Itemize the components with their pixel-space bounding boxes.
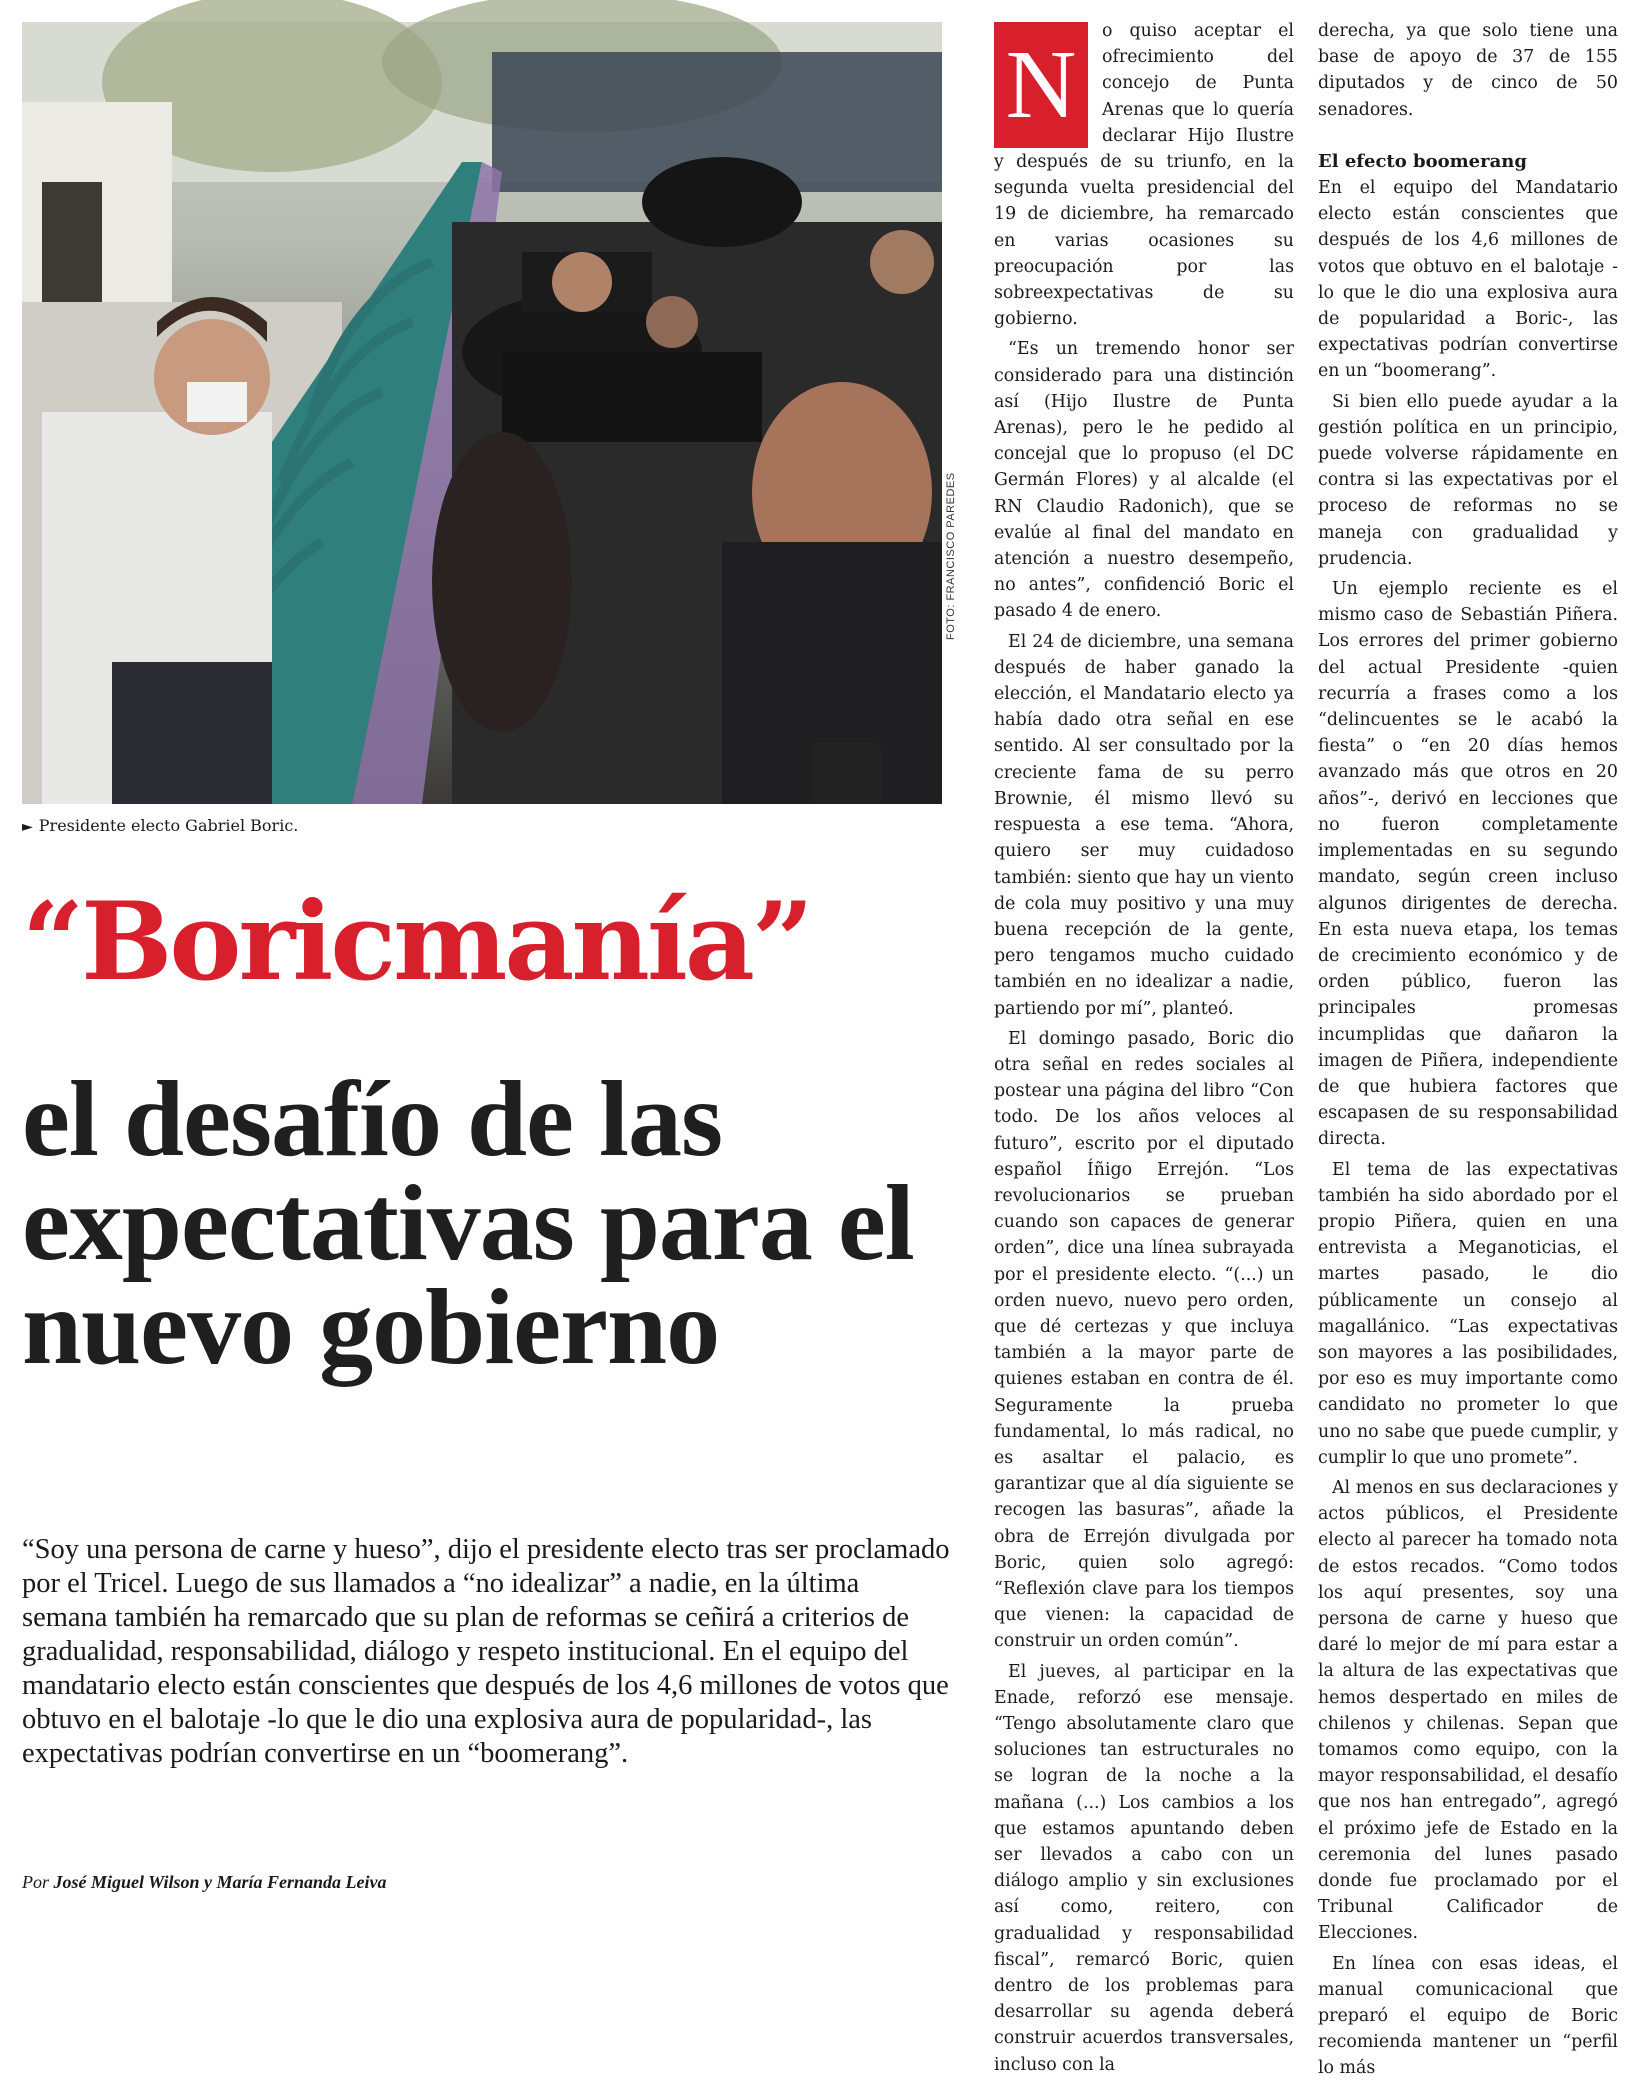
lead-paragraph: “Soy una persona de carne y hueso”, dijo el presidente electo tras ser proclamado por el Tricel. Luego de sus llamados a “no idealizar” a nadie, en la última semana también ha remarcado que su plan de reformas se ceñirá a criterios de gradualidad, responsabilidad, diálogo y respeto institucional. En el equipo del mandatario electo están conscientes que después de los 4,6 millones de votos que obtuvo en el balotaje -lo que le dio una explosiva aura de popularidad-, las expectativas podrían convertirse en un “boomerang”. — [22, 1534, 950, 1769]
body-paragraph: o quiso aceptar el ofrecimiento del concejo de Punta Arenas que lo quería declarar Hijo Ilustre y después de su triunfo, en la segunda vuelta presidencial del 19 de diciembre, ha remarcado en varias ocasiones su preocupación por las sobreexpectativas de su gobierno. — [994, 21, 1294, 330]
body-paragraph: Un ejemplo reciente es el mismo caso de Sebastián Piñera. Los errores del primer gobierno del actual Presidente -quien recurría a frases como a los “delincuentes se le acabó la fiesta” o “en 20 días hemos avanzado más que otros en 20 años”-, derivó en lecciones que no fueron completamente implementadas en su segundo mandato, según creen incluso algunos dirigentes de derecha. En esta nueva etapa, los temas de crecimiento económico y de orden público, fueron las principales promesas incumplidas que dañaron la imagen de Piñera, independiente de que hubiera factores que escapasen de su responsabilidad directa. — [1318, 579, 1618, 1150]
photo-credit: FOTO: FRANCISCO PAREDES — [945, 472, 957, 640]
dropcap: N — [994, 22, 1088, 148]
article-column-1 — [994, 18, 1294, 2075]
photo-illustration — [22, 22, 942, 804]
byline-authors: José Miguel Wilson y María Fernanda Leiva — [53, 1872, 387, 1892]
byline — [22, 1872, 387, 1893]
news-photo — [22, 22, 942, 804]
body-paragraph: Si bien ello puede ayudar a la gestión política en un principio, puede volverse rápidamente en contra si las expectativas por el proceso de reformas no se maneja con gradualidad y prudencia. — [1318, 391, 1618, 569]
headline-title: “Boricmanía” — [22, 879, 812, 1005]
headline-subtitle: el desafío de las expectativas para el nuevo gobierno — [22, 1060, 914, 1387]
body-paragraph: El domingo pasado, Boric dio otra señal en redes sociales al postear una página del libro “Con todo. De los años veloces al futuro”, escrito por el diputado español Íñigo Errejón. “Los revolucionarios se prueban cuando son capaces de generar orden”, dice una línea subrayada por el presidente electo. “(...) un orden nuevo, nuevo pero orden, que dé certezas y que incluya también a la mayor parte de quienes estaban en contra de él. Seguramente la prueba fundamental, lo más radical, no es asaltar el palacio, es garantizar que al día siguiente se recogen las basuras”, añade la obra de Errejón divulgada por Boric, quien solo agregó: “Reflexión clave para los tiempos que vienen: la capacidad de construir un orden común”. — [994, 1028, 1294, 1652]
body-paragraph: “Es un tremendo honor ser considerado para una distinción así (Hijo Ilustre de Punta Arenas), pero le he pedido al concejal que lo propuso (el DC Germán Flores) y al alcalde (el RN Claudio Radonich), que se evalúe al final del mandato en atención a nuestro desempeño, no antes”, confidenció Boric el pasado 4 de enero. — [994, 339, 1294, 622]
byline-prefix: Por — [22, 1872, 49, 1892]
body-paragraph: derecha, ya que solo tiene una base de apoyo de 37 de 155 diputados y de cinco de 50 senadores. — [1318, 21, 1618, 120]
body-paragraph: El jueves, al participar en la Enade, reforzó ese mensaje. “Tengo absolutamente claro que soluciones tan estructurales no se logran de la noche a la mañana (...) Los cambios a los que estamos apuntando deben ser llevados a cabo con un diálogo amplio y sin exclusiones así como, reitero, con gradualidad y responsabilidad fiscal”, remarcó Boric, quien dentro de los problemas para desarrollar su agenda deberá construir acuerdos transversales, incluso con la — [994, 1661, 1294, 2075]
article-column-2 — [1318, 18, 1618, 2079]
caption-text: Presidente electo Gabriel Boric. — [38, 816, 299, 835]
body-paragraph: Al menos en sus declaraciones y actos públicos, el Presidente electo al parecer ha tomado nota de estos recados. “Como todos los aquí presentes, soy una persona de carne y hueso que daré lo mejor de mí para estar a la altura de las expectativas que hemos despertado en miles de chilenos y chilenas. Sepan que tomamos como equipo, con la mayor responsabilidad, el desafío que nos han entregado”, agregó el próximo jefe de Estado en la ceremonia del lunes pasado donde fue proclamado por el Tribunal Calificador de Elecciones. — [1318, 1477, 1618, 1944]
body-paragraph: En el equipo del Mandatario electo están conscientes que después de los 4,6 millones de votos que obtuvo en el balotaje -lo que le dio una explosiva aura de popularidad a Boric-, las expectativas podrían convertirse en un “boomerang”. — [1318, 178, 1618, 382]
body-paragraph: En línea con esas ideas, el manual comunicacional que preparó el equipo de Boric recomienda mantener un “perfil lo más — [1318, 1953, 1618, 2079]
body-paragraph: El 24 de diciembre, una semana después de haber ganado la elección, el Mandatario electo ya había dado otra señal en ese sentido. Al ser consultado por la creciente fama de su perro Brownie, él mismo llevó su respuesta a ese tema. “Ahora, quiero ser muy cuidadoso también: siento que hay un viento de cola muy positivo y una muy buena recepción de la gente, pero tengamos mucho cuidado también en no idealizar a nadie, partiendo por mí”, planteó. — [994, 631, 1294, 1019]
body-paragraph: El tema de las expectativas también ha sido abordado por el propio Piñera, quien en una entrevista a Meganoticias, el martes pasado, le dio públicamente un consejo al magallánico. “Las expectativas son mayores a las posibilidades, por eso es muy importante como candidato no prometer lo que uno no sabe que puede cumplir, y cumplir lo que uno promete”. — [1318, 1159, 1618, 1468]
section-subhead: El efecto boomerang — [1318, 150, 1527, 172]
caption-arrow-icon: ► — [22, 819, 33, 835]
photo-caption — [22, 816, 298, 835]
